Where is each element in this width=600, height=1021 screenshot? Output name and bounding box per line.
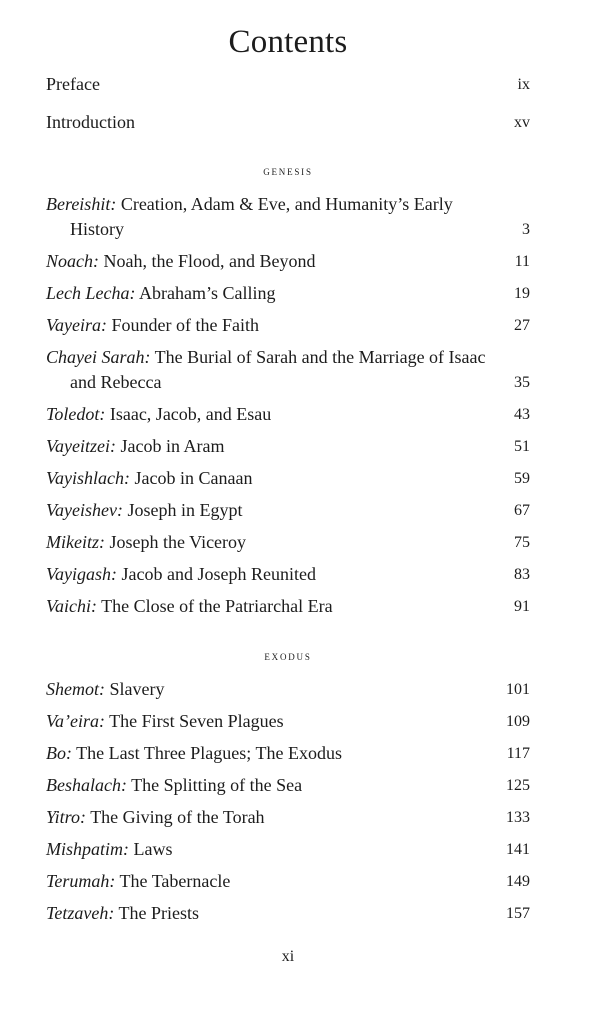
parsha-name: Terumah: bbox=[46, 871, 116, 891]
parsha-name: Lech Lecha: bbox=[46, 283, 136, 303]
page-number: 91 bbox=[514, 598, 530, 615]
toc-entry[interactable] bbox=[46, 466, 530, 491]
entry-description: Abraham’s Calling bbox=[135, 283, 276, 303]
page-number: xv bbox=[514, 114, 530, 131]
parsha-name: Vayigash: bbox=[46, 564, 117, 584]
page-number: 35 bbox=[514, 374, 530, 391]
toc-entry[interactable] bbox=[46, 709, 530, 734]
toc-entry[interactable] bbox=[46, 805, 530, 830]
toc-entry[interactable] bbox=[46, 402, 530, 427]
page-number: 125 bbox=[506, 777, 530, 794]
entry-description: The Burial of Sarah and the Marriage of Isaac and Rebecca bbox=[70, 347, 486, 392]
page-number: 101 bbox=[506, 681, 530, 698]
toc-entry-introduction[interactable] bbox=[46, 110, 530, 135]
page-number: 141 bbox=[506, 841, 530, 858]
entry-description: Joseph the Viceroy bbox=[104, 532, 247, 552]
entry-description: The Close of the Patriarchal Era bbox=[97, 596, 333, 616]
toc-entry[interactable] bbox=[46, 498, 530, 523]
parsha-name: Bereishit: bbox=[46, 194, 117, 214]
folio-page-number: xi bbox=[281, 948, 295, 965]
toc-entry[interactable] bbox=[46, 345, 530, 395]
toc-entry[interactable] bbox=[46, 901, 530, 926]
entry-description: The Last Three Plagues; The Exodus bbox=[72, 743, 342, 763]
page-number: 83 bbox=[514, 566, 530, 583]
entry-description: Joseph in Egypt bbox=[122, 500, 243, 520]
parsha-name: Yitro: bbox=[46, 807, 87, 827]
parsha-name: Tetzaveh: bbox=[46, 903, 115, 923]
entry-description: Slavery bbox=[104, 679, 165, 699]
parsha-name: Vaichi: bbox=[46, 596, 97, 616]
parsha-name: Chayei Sarah: bbox=[46, 347, 151, 367]
entry-description: The First Seven Plagues bbox=[104, 711, 284, 731]
parsha-name: Vayeitzei: bbox=[46, 436, 116, 456]
section-heading-exodus: exodus bbox=[264, 648, 312, 663]
parsha-name: Mikeitz: bbox=[46, 532, 105, 552]
entry-description: Noah, the Flood, and Beyond bbox=[99, 251, 316, 271]
parsha-name: Mishpatim: bbox=[46, 839, 129, 859]
contents-page bbox=[46, 0, 530, 1021]
toc-entry-preface[interactable] bbox=[46, 72, 530, 97]
toc-entry[interactable] bbox=[46, 773, 530, 798]
toc-entry[interactable] bbox=[46, 192, 530, 242]
page-number: 149 bbox=[506, 873, 530, 890]
entry-title: Preface bbox=[46, 74, 100, 94]
parsha-name: Vayeishev: bbox=[46, 500, 123, 520]
page-number: 157 bbox=[506, 905, 530, 922]
parsha-name: Vayeira: bbox=[46, 315, 107, 335]
toc-entry[interactable] bbox=[46, 313, 530, 338]
page-number: 19 bbox=[514, 285, 530, 302]
entry-description: Isaac, Jacob, and Esau bbox=[105, 404, 272, 424]
entry-description: Jacob in Canaan bbox=[129, 468, 253, 488]
entry-description: The Giving of the Torah bbox=[86, 807, 265, 827]
toc-entry[interactable] bbox=[46, 249, 530, 274]
entry-description: Laws bbox=[129, 839, 173, 859]
page-number: 51 bbox=[514, 438, 530, 455]
entry-description: Jacob in Aram bbox=[115, 436, 225, 456]
page-number: 67 bbox=[514, 502, 530, 519]
parsha-name: Vayishlach: bbox=[46, 468, 130, 488]
page-number: 133 bbox=[506, 809, 530, 826]
toc-entry[interactable] bbox=[46, 281, 530, 306]
toc-entry[interactable] bbox=[46, 594, 530, 619]
page-number: 43 bbox=[514, 406, 530, 423]
entry-description: Jacob and Joseph Reunited bbox=[117, 564, 316, 584]
parsha-name: Va’eira: bbox=[46, 711, 105, 731]
section-heading-genesis: genesis bbox=[263, 163, 313, 178]
page-number: 75 bbox=[514, 534, 530, 551]
parsha-name: Beshalach: bbox=[46, 775, 127, 795]
toc-entry[interactable] bbox=[46, 562, 530, 587]
page-number: 27 bbox=[514, 317, 530, 334]
toc-entry[interactable] bbox=[46, 434, 530, 459]
entry-description: The Splitting of the Sea bbox=[126, 775, 303, 795]
parsha-name: Bo: bbox=[46, 743, 72, 763]
parsha-name: Toledot: bbox=[46, 404, 106, 424]
page-number: 109 bbox=[506, 713, 530, 730]
page-number: 59 bbox=[514, 470, 530, 487]
parsha-name: Shemot: bbox=[46, 679, 105, 699]
page-number: 11 bbox=[514, 253, 530, 270]
entry-description: The Priests bbox=[114, 903, 199, 923]
entry-description: Founder of the Faith bbox=[106, 315, 259, 335]
toc-entry[interactable] bbox=[46, 837, 530, 862]
toc-entry[interactable] bbox=[46, 869, 530, 894]
entry-description: The Tabernacle bbox=[115, 871, 231, 891]
toc-entry[interactable] bbox=[46, 741, 530, 766]
parsha-name: Noach: bbox=[46, 251, 99, 271]
page-number: ix bbox=[517, 76, 530, 93]
page-title: Contents bbox=[228, 24, 348, 60]
page-number: 117 bbox=[506, 745, 530, 762]
entry-title: Introduction bbox=[46, 112, 135, 132]
toc-entry[interactable] bbox=[46, 530, 530, 555]
entry-description: Creation, Adam & Eve, and Humanity’s Early History bbox=[70, 194, 453, 239]
page-number: 3 bbox=[522, 221, 530, 238]
toc-entry[interactable] bbox=[46, 677, 530, 702]
